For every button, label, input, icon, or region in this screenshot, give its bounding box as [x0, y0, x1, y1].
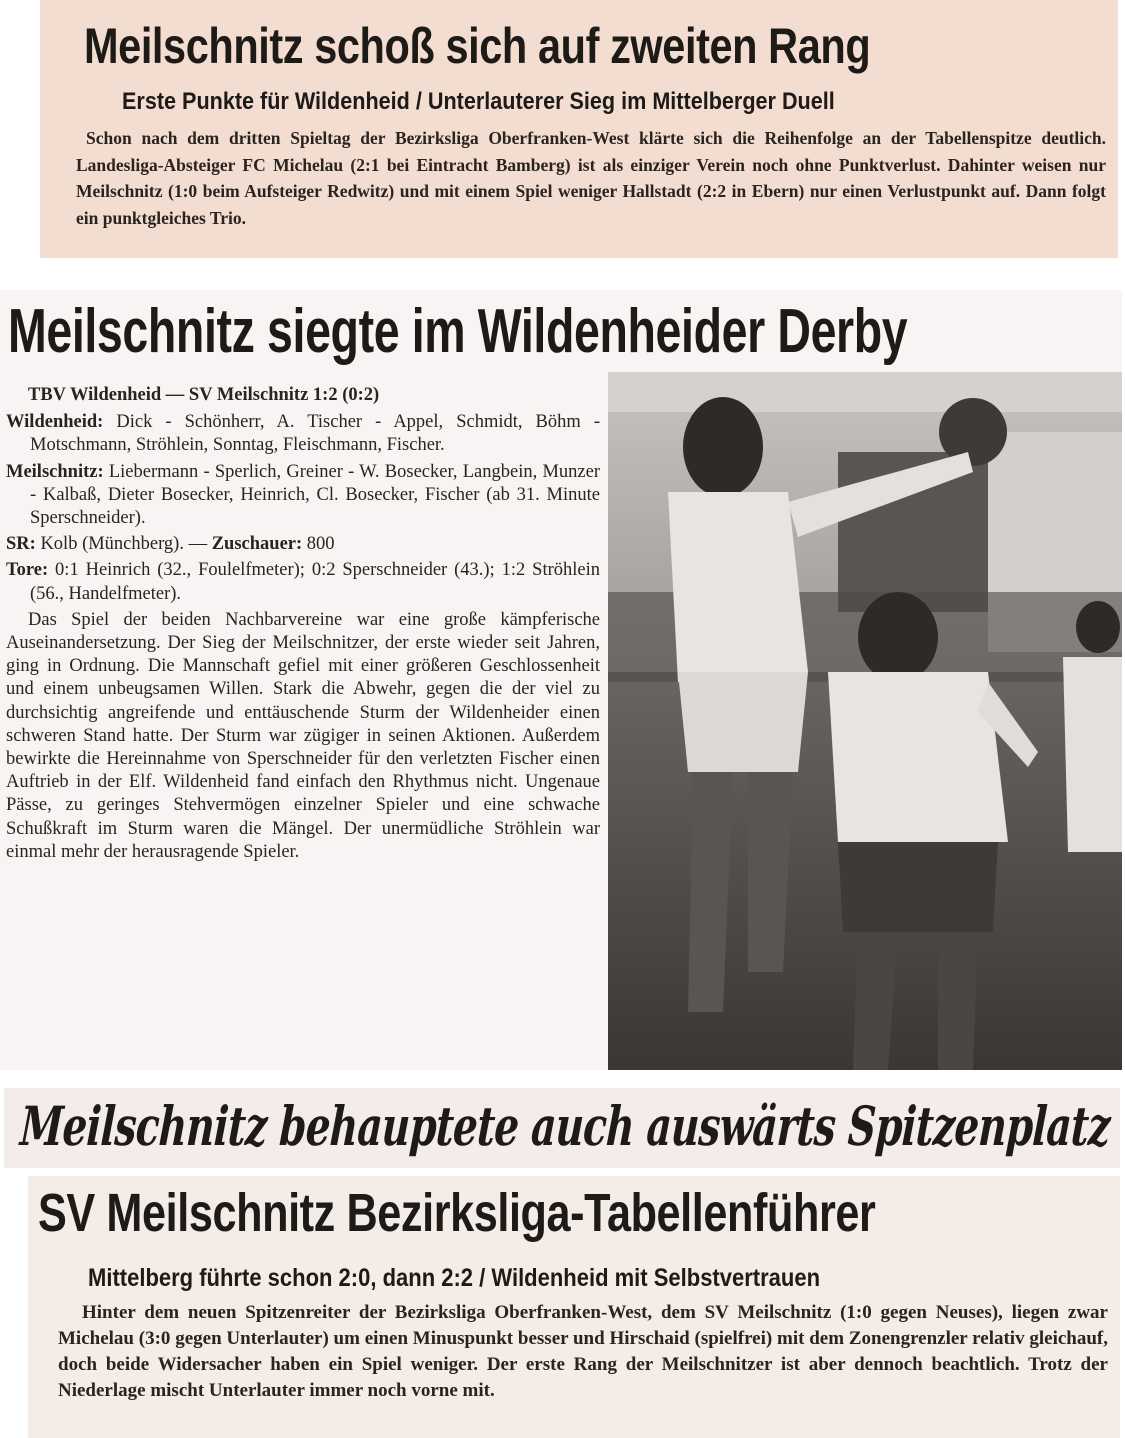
spectators-label: Zuschauer:	[211, 534, 303, 555]
lineup-wildenheid	[6, 411, 600, 457]
referee-label: SR:	[6, 534, 36, 555]
match-result: TBV Wildenheid — SV Meilschnitz 1:2 (0:2)	[28, 385, 380, 405]
referee-line	[6, 533, 600, 556]
article4-subheadline: Mittelberg führte schon 2:0, dann 2:2 / Wildenheid mit Selbstvertrauen	[88, 1264, 821, 1292]
article4-headline: SV Meilschnitz Bezirksliga-Tabellenführer	[38, 1183, 876, 1243]
lineup-meilschnitz-players: Liebermann - Sperlich, Greiner - W. Bosecker, Langbein, Munzer - Kalbaß, Dieter Bosecker, Heinrich, Cl. Bosecker, Fischer (ab 31. Minute Sperschneider).	[30, 461, 600, 529]
referee-name: Kolb (Münchberg). —	[35, 534, 212, 555]
clipping-article-2	[0, 290, 1122, 1070]
lineup-wildenheid-label: Wildenheid:	[6, 412, 104, 433]
clipping-article-3	[4, 1088, 1120, 1168]
article1-subheadline: Erste Punkte für Wildenheid / Unterlauterer Sieg im Mittelberger Duell	[122, 88, 835, 115]
match-report: Das Spiel der beiden Nachbarvereine war eine große kämpferische Auseinandersetzung. Der Sieg der Meilschnitzer, der erste wieder seit Jahren, ging in Ordnung. Die Mannschaft gefiel mit einer größeren Geschlossenheit und einem unbeugsamen Willen. Stark die Abwehr, gegen die der viel zu durchsichtig angreifende und enttäuschende Sturm der Wildenheider einen schweren Stand hatte. Der Sturm war zügiger in seinen Aktionen. Außerdem bewirkte die Hereinnahme von Sperschneider für den verletzten Fischer einen Auftrieb in der Elf. Wildenheid fand einfach den Rhythmus nicht. Ungenaue Pässe, zu geringes Stehvermögen einzelner Spieler und eine schwache Schußkraft im Sturm waren die Mängel. Der unermüdliche Ströhlein war einmal mehr der herausragende Spieler.	[6, 609, 600, 862]
lineup-wildenheid-players: Dick - Schönherr, A. Tischer - Appel, Schmidt, Böhm - Motschmann, Ströhlein, Sonntag, Fleischmann, Fischer.	[30, 412, 600, 456]
clipping-article-1	[40, 0, 1118, 258]
goals-list: 0:1 Heinrich (32., Foulelfmeter); 0:2 Sperschneider (43.); 1:2 Ströhlein (56., Handelfmeter).	[30, 560, 600, 604]
match-photo	[608, 372, 1122, 1070]
article2-text-column	[6, 384, 600, 867]
clipping-article-4	[28, 1176, 1120, 1438]
article3-headline: Meilschnitz behauptete auch auswärts Spitzenplatz	[18, 1094, 1112, 1158]
lineup-meilschnitz	[6, 461, 600, 531]
goals-line	[6, 559, 600, 605]
article2-headline: Meilschnitz siegte im Wildenheider Derby	[8, 297, 908, 366]
lineup-meilschnitz-label: Meilschnitz:	[6, 461, 104, 482]
article4-body: Hinter dem neuen Spitzenreiter der Bezirksliga Oberfranken-West, dem SV Meilschnitz (1:0 gegen Neuses), liegen zwar Michelau (3:0 gegen Unterlauter) um einen Minuspunkt besser und Hirschaid (spielfrei) mit dem Zonengrenzler relativ gleichauf, doch beide Widersacher haben ein Spiel weniger. Der erste Rang der Meilschnitzer ist aber dennoch beachtlich. Trotz der Niederlage mischt Unterlauter immer noch vorne mit.	[58, 1302, 1108, 1401]
article1-headline: Meilschnitz schoß sich auf zweiten Rang	[84, 18, 871, 74]
goals-label: Tore:	[6, 560, 49, 581]
article1-body: Schon nach dem dritten Spieltag der Bezirksliga Oberfranken-West klärte sich die Reihenfolge an der Tabellenspitze deutlich. Landesliga-Absteiger FC Michelau (2:1 bei Eintracht Bamberg) ist als einziger Verein noch ohne Punktverlust. Dahinter weisen nur Meilschnitz (1:0 beim Aufsteiger Redwitz) und mit einem Spiel weniger Hallstadt (2:2 in Ebern) nur einen Verlustpunkt auf. Dann folgt ein punktgleiches Trio.	[76, 128, 1106, 228]
spectators-count: 800	[302, 534, 335, 555]
